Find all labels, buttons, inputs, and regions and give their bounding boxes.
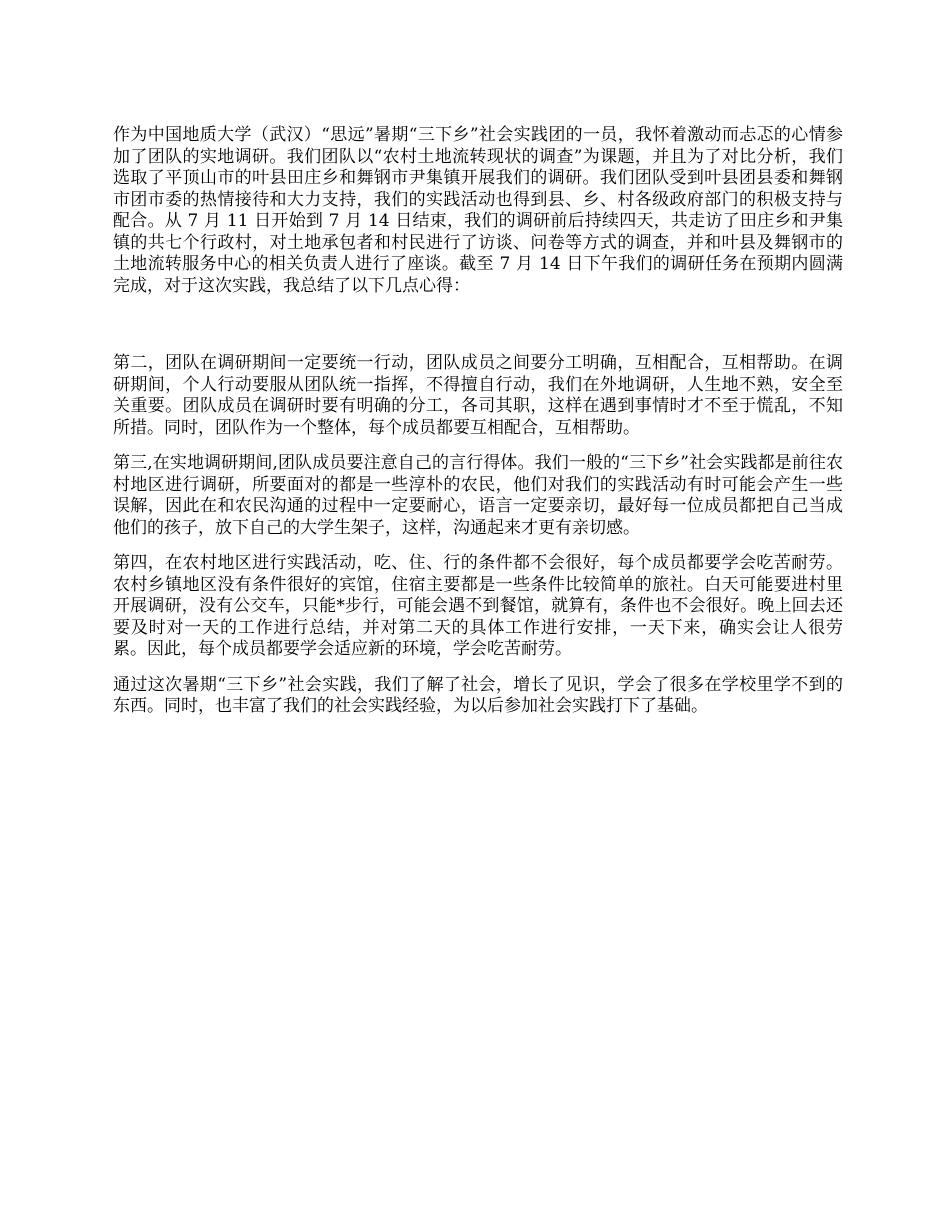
paragraph-point-three: 第三,在实地调研期间,团队成员要注意自己的言行得体。我们一般的“三下乡”社会实践都是前往农村地区进行调研，所要面对的都是一些淳朴的农民，他们对我们的实践活动有时可能会产生一些误解，因此在和农民沟通的过程中一定要耐心，语言一定要亲切，最好每一位成员都把自己当成他们的孩子，放下自己的大学生架子，这样，沟通起来才更有亲切感。 xyxy=(113,453,843,538)
paragraph-conclusion: 通过这次暑期“三下乡”社会实践，我们了解了社会，增长了见识，学会了很多在学校里学不到的东西。同时，也丰富了我们的社会实践经验，为以后参加社会实践打下了基础。 xyxy=(113,674,843,716)
paragraph-point-four: 第四，在农村地区进行实践活动，吃、住、行的条件都不会很好，每个成员都要学会吃苦耐劳。农村乡镇地区没有条件很好的宾馆，住宿主要都是一些条件比较简单的旅社。白天可能要进村里开展调研，没有公交车，只能*步行，可能会遇不到餐馆，就算有，条件也不会很好。晚上回去还要及时对一天的工作进行总结，并对第二天的具体工作进行安排，一天下来，确实会让人很劳累。因此，每个成员都要学会适应新的环境，学会吃苦耐劳。 xyxy=(113,553,843,659)
paragraph-intro: 作为中国地质大学（武汉）“思远”暑期“三下乡”社会实践团的一员，我怀着激动而忐忑的心情参加了团队的实地调研。我们团队以“农村土地流转现状的调查”为课题，并且为了对比分析，我们选取了平顶山市的叶县田庄乡和舞钢市尹集镇开展我们的调研。我们团队受到叶县团县委和舞钢市团市委的热情接待和大力支持，我们的实践活动也得到县、乡、村各级政府部门的积极支持与配合。从 7 月 11 日开始到 7 月 14 日结束，我们的调研前后持续四天，共走访了田庄乡和尹集镇的共七个行政村，对土地承包者和村民进行了访谈、问卷等方式的调查，并和叶县及舞钢市的土地流转服务中心的相关负责人进行了座谈。截至 7 月 14 日下午我们的调研任务在预期内圆满完成，对于这次实践，我总结了以下几点心得： xyxy=(113,125,843,296)
paragraph-gap xyxy=(113,311,843,353)
paragraph-point-two: 第二，团队在调研期间一定要统一行动，团队成员之间要分工明确，互相配合，互相帮助。在调研期间，个人行动要服从团队统一指挥，不得擅自行动，我们在外地调研，人生地不熟，安全至关重要。团队成员在调研时要有明确的分工，各司其职，这样在遇到事情时才不至于慌乱，不知所措。同时，团队作为一个整体，每个成员都要互相配合，互相帮助。 xyxy=(113,353,843,438)
document-body xyxy=(113,125,843,732)
